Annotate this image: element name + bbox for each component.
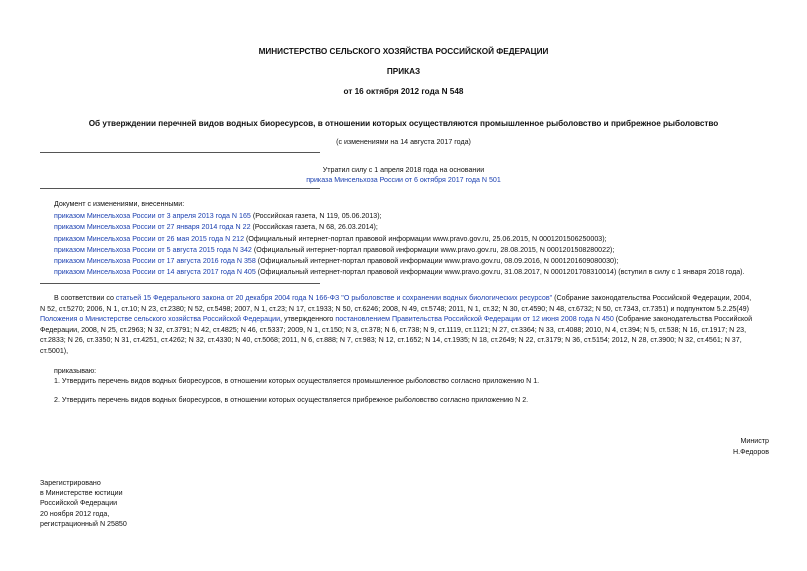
- order-item-1: 1. Утвердить перечень видов водных биоресурсов, в отношении которых осуществляется промышленное рыболовство согласно приложению N 1.: [54, 377, 540, 385]
- signature-name: Н.Федоров: [732, 448, 769, 456]
- amendment-source: (Официальный интернет-портал правовой информации www.pravo.gov.ru, 28.08.2015, N 0001201508280022);: [251, 245, 615, 254]
- ministry-name: МИНИСТЕРСТВО СЕЛЬСКОГО ХОЗЯЙСТВА РОССИЙСКОЙ ФЕДЕРАЦИИ: [258, 47, 549, 56]
- amendment-link[interactable]: приказом Минсельхоза России от 3 апреля 2013 года N 165: [54, 212, 251, 220]
- amendments-list: [54, 212, 745, 280]
- order-intro: приказываю:: [54, 367, 97, 375]
- amendments-heading: Документ с изменениями, внесенными:: [54, 200, 185, 208]
- signature-position: Министр: [740, 437, 769, 445]
- doc-type: ПРИКАЗ: [386, 67, 421, 76]
- amendment-source: (Российская газета, N 119, 05.06.2013);: [250, 212, 382, 220]
- amendment-source: (Официальный интернет-портал правовой информации www.pravo.gov.ru, 25.06.2015, N 0001201506250003);: [244, 234, 607, 243]
- amendment-link[interactable]: приказом Минсельхоза России от 26 мая 2015 года N 212: [54, 234, 245, 243]
- list-item: [54, 268, 745, 279]
- revision-note: (с изменениями на 14 августа 2017 года): [336, 138, 471, 146]
- amendment-source: (Официальный интернет-портал правовой информации www.pravo.gov.ru, 08.09.2016, N 0001201609080030);: [255, 257, 619, 266]
- regulation-link[interactable]: Положения о Министерстве сельского хозяйства Российской Федерации: [40, 315, 281, 323]
- registration-block: Зарегистрировано в Министерстве юстиции Российской Федерации 20 ноября 2012 года, регистрационный N 25850: [40, 479, 127, 528]
- doc-date-number: от 16 октября 2012 года N 548: [343, 87, 464, 96]
- repeal-text: Утратил силу с 1 апреля 2018 года на основании: [322, 166, 485, 174]
- amendment-link[interactable]: приказом Минсельхоза России от 17 августа 2016 года N 358: [54, 257, 256, 266]
- amendment-link[interactable]: приказом Минсельхоза России от 14 августа 2017 года N 405: [54, 268, 256, 277]
- doc-title: Об утверждении перечней видов водных биоресурсов, в отношении которых осуществляются промышленное рыболовство и прибрежное рыболовство: [88, 119, 719, 128]
- order-item-2: 2. Утвердить перечень видов водных биоресурсов, в отношении которых осуществляется прибрежное рыболовство согласно приложению N 2.: [54, 396, 529, 404]
- list-item: [54, 246, 745, 257]
- repeal-link[interactable]: приказа Минсельхоза России от 6 октября 2017 года N 501: [306, 176, 501, 184]
- divider: [40, 283, 320, 284]
- preamble-paragraph: В соответствии со статьей 15 Федерального закона от 20 декабря 2004 года N 166-ФЗ "О рыболовстве и сохранении водных биологических ресурсов" (Собрание законодательства Российской Федерации, 2004, N 52, ст.5270; 2006, N 1, ст.10; N 23, ст.2380; N 52, ст.5498; 2007, N 1, ст.23; N 17, ст.1933; N 50, ст.6246; 2008, N 49, ст.5748; 2011, N 1, ст.32; N 30, ст.4590; N 48, ст.6732; N 50, ст.7343, ст.7351) и подпунктом 5.2.25(49) Положения о Министерстве сельского хозяйства Российской Федерации, утвержденного постановлением Правительства Российской Федерации от 12 июня 2008 года N 450 (Собрание законодательства Российской Федерации, 2008, N 25, ст.2963; N 32, ст.3791; N 42, ст.4825; N 46, ст.5337; 2009, N 1, ст.150; N 3, ст.378; N 6, ст.738; N 9, ст.1119, ст.1121; N 27, ст.3364; N 33, ст.4088; 2010, N 4, ст.394; N 5, ст.538; N 16, ст.1917; N 23, ст.2833; N 26, ст.3350; N 31, ст.4251, ст.4262; N 32, ст.4330; N 40, ст.5068; 2011, N 6, ст.888; N 7, ст.983; N 12, ст.1652; N 14, ст.1935; N 18, ст.2649; N 22, ст.3179; N 36, ст.5154; 2012, N 28, ст.3900; N 32, ст.4561; N 37, ст.5001),: [40, 294, 753, 355]
- government-decree-link[interactable]: постановлением Правительства Российской Федерации от 12 июня 2008 года N 450: [335, 315, 614, 323]
- law-link[interactable]: статьей 15 Федерального закона от 20 декабря 2004 года N 166-ФЗ "О рыболовстве и сохранении водных биологических ресурсов": [115, 294, 553, 302]
- list-item: [54, 235, 745, 246]
- list-item: [54, 257, 745, 268]
- divider: [40, 188, 320, 189]
- amendment-link[interactable]: приказом Минсельхоза России от 5 августа 2015 года N 342: [54, 245, 252, 254]
- amendment-link[interactable]: приказом Минсельхоза России от 27 января 2014 года N 22: [54, 223, 251, 232]
- amendment-source: (Российская газета, N 68, 26.03.2014);: [250, 223, 378, 232]
- list-item: [54, 223, 745, 234]
- list-item: [54, 212, 745, 223]
- divider: [40, 152, 320, 153]
- amendment-source: (Официальный интернет-портал правовой информации www.pravo.gov.ru, 31.08.2017, N 0001201708310014) (вступил в силу с 1 января 2018 года).: [255, 268, 745, 277]
